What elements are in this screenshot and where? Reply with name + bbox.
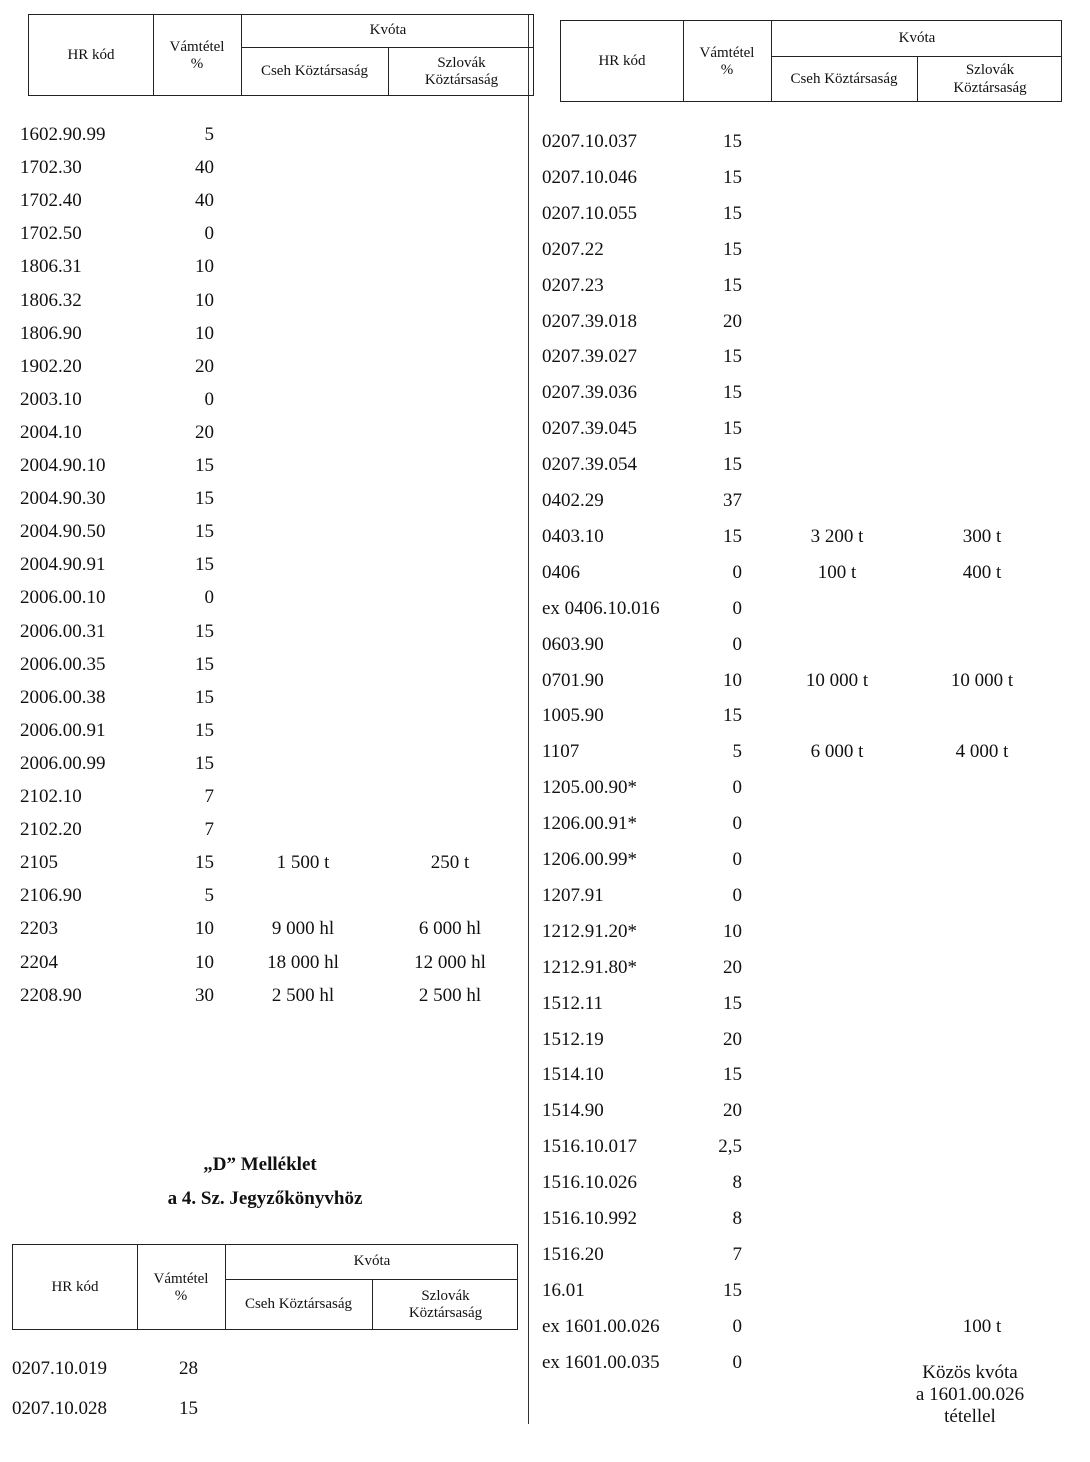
hr-code: 0207.39.018: [542, 310, 637, 332]
rate-value: 15: [195, 521, 214, 543]
table-row: [0, 526, 1090, 556]
hr-code: 1702.50: [20, 223, 82, 245]
hr-code: 2203: [20, 918, 58, 940]
rate-value: 20: [723, 1100, 742, 1122]
rate-value: 2,5: [718, 1136, 742, 1158]
rate-value: 15: [723, 1279, 742, 1301]
slovak-quota: 100 t: [962, 1315, 1002, 1337]
slovak-header: Szlovák Köztársaság: [424, 54, 499, 88]
hr-code: 0207.39.027: [542, 346, 637, 368]
rate-value: 0: [732, 1315, 742, 1337]
rate-header: Vámtétel %: [699, 44, 755, 78]
czech-quota: 3 200 t: [810, 525, 864, 547]
hr-code: ex 1601.00.026: [542, 1315, 660, 1337]
table-row: [0, 634, 1090, 664]
hr-code: 1212.91.80*: [542, 956, 637, 978]
hr-code: 1516.10.017: [542, 1136, 637, 1158]
table-row: [0, 921, 1090, 951]
hr-code: 2004.90.10: [20, 455, 106, 476]
hr-code-header: HR kód: [51, 1279, 99, 1296]
rate-value: 0: [732, 849, 742, 870]
hr-code: 2004.90.30: [20, 488, 106, 510]
hr-code: 1702.40: [20, 190, 82, 212]
hr-code: 1206.00.99*: [542, 849, 637, 870]
quota-header: Kvóta: [353, 1253, 391, 1270]
rate-value: 0: [204, 388, 214, 410]
hr-code: 0603.90: [542, 633, 604, 655]
hr-code: 1516.10.992: [542, 1208, 637, 1229]
hr-code: 2006.00.31: [20, 620, 106, 642]
left-table-header: [28, 14, 534, 96]
annex-title: „D” Melléklet: [203, 1154, 317, 1175]
rate-value: 15: [195, 653, 214, 675]
hr-code: ex 1601.00.035: [542, 1351, 660, 1373]
hr-code: 1107: [542, 741, 580, 763]
hr-code: 1514.10: [542, 1064, 604, 1086]
table-row: [0, 1208, 1090, 1238]
hr-code: 0403.10: [542, 525, 604, 547]
rate-value: 15: [723, 274, 742, 296]
hr-code: 0207.22: [542, 238, 604, 260]
rate-value: 15: [723, 705, 742, 727]
quota-header: Kvóta: [369, 22, 407, 39]
hr-code: 0207.10.037: [542, 131, 637, 152]
slovak-quota: 12 000 hl: [414, 951, 486, 973]
rate-value: 7: [204, 786, 214, 807]
table-row: [0, 993, 1090, 1023]
table-row: [0, 1064, 1090, 1094]
czech-header: Cseh Köztársaság: [790, 70, 898, 87]
rate-value: 5: [204, 124, 214, 145]
hr-code: 2003.10: [20, 388, 82, 410]
slovak-quota: 6 000 hl: [418, 918, 482, 940]
hr-code: 0207.39.036: [542, 382, 637, 404]
hr-code: 1806.31: [20, 256, 82, 278]
rate-value: 20: [723, 956, 742, 978]
hr-code: 1005.90: [542, 705, 604, 727]
czech-quota: 100 t: [817, 561, 857, 583]
hr-code: 0207.23: [542, 274, 604, 296]
table-row: [0, 275, 1090, 305]
slovak-quota: 250 t: [430, 852, 470, 874]
rate-value: 28: [179, 1358, 198, 1379]
shared-quota-note: Közös kvóta a 1601.00.026 tétellel: [915, 1362, 1025, 1427]
hr-code: 2006.00.10: [20, 587, 106, 609]
czech-quota: 18 000 hl: [267, 951, 339, 973]
slovak-quota: 10 000 t: [950, 669, 1014, 691]
table-row: [0, 167, 1090, 197]
rate-value: 7: [204, 819, 214, 841]
hr-code: 2204: [20, 951, 58, 973]
table-row: [0, 741, 1090, 771]
hr-code: 0701.90: [542, 669, 604, 691]
hr-code: 0207.10.028: [12, 1398, 107, 1419]
table-row: [0, 885, 1090, 915]
rate-header: Vámtétel %: [153, 1270, 209, 1304]
rate-value: 15: [723, 346, 742, 368]
rate-value: 15: [195, 686, 214, 708]
hr-code: ex 0406.10.016: [542, 597, 660, 619]
rate-value: 15: [723, 166, 742, 188]
rate-value: 10: [723, 669, 742, 691]
hr-code-header: HR kód: [598, 53, 646, 70]
table-row: [0, 777, 1090, 807]
table-row: [0, 490, 1090, 520]
table-row: [0, 203, 1090, 233]
hr-code: 1516.20: [542, 1243, 604, 1265]
rate-value: 15: [195, 752, 214, 774]
table-row: [0, 454, 1090, 484]
rate-value: 15: [195, 852, 214, 874]
hr-code: 0207.10.055: [542, 202, 637, 224]
hr-code: 2006.00.91: [20, 719, 106, 741]
rate-value: 15: [723, 525, 742, 547]
rate-value: 5: [732, 741, 742, 763]
table-row: [0, 346, 1090, 376]
rate-value: 0: [732, 1351, 742, 1373]
rate-value: 10: [195, 951, 214, 973]
rate-value: 40: [195, 157, 214, 179]
rate-header: Vámtétel %: [169, 38, 225, 72]
rate-value: 0: [732, 561, 742, 583]
hr-code-header: HR kód: [67, 47, 115, 64]
hr-code: 1702.30: [20, 157, 82, 179]
rate-value: 0: [204, 587, 214, 609]
rate-value: 0: [732, 633, 742, 655]
rate-value: 15: [723, 1064, 742, 1086]
hr-code: 0207.39.054: [542, 454, 637, 476]
slovak-quota: 400 t: [962, 561, 1002, 583]
hr-code: 1602.90.99: [20, 124, 106, 145]
rate-value: 40: [195, 190, 214, 212]
rate-value: 7: [732, 1243, 742, 1265]
table-row: [0, 705, 1090, 735]
slovak-quota: 4 000 t: [955, 741, 1009, 763]
hr-code: 2006.00.99: [20, 752, 106, 774]
table-row: [0, 131, 1090, 161]
table-row: [0, 382, 1090, 412]
hr-code: 2106.90: [20, 885, 82, 907]
czech-quota: 6 000 t: [810, 741, 864, 763]
rate-value: 10: [195, 322, 214, 344]
table-row: [0, 1244, 1090, 1274]
rate-value: 15: [195, 488, 214, 510]
rate-value: 15: [723, 238, 742, 260]
table-row: [0, 813, 1090, 843]
hr-code: 0207.39.045: [542, 418, 637, 440]
czech-quota: 2 500 hl: [271, 984, 335, 1006]
hr-code: 1514.90: [542, 1100, 604, 1122]
rate-value: 20: [723, 1028, 742, 1050]
rate-value: 5: [204, 885, 214, 907]
hr-code: 0406: [542, 561, 580, 583]
right-table-header: [560, 20, 1062, 102]
table-row: [0, 849, 1090, 879]
hr-code: 2006.00.38: [20, 686, 106, 708]
table-row: [0, 239, 1090, 269]
hr-code: 1206.00.91*: [542, 813, 637, 835]
hr-code: 2004.90.91: [20, 554, 106, 576]
rate-value: 10: [723, 920, 742, 942]
hr-code: 1212.91.20*: [542, 920, 637, 942]
rate-value: 20: [195, 421, 214, 443]
hr-code: 0207.10.019: [12, 1358, 107, 1379]
rate-value: 8: [732, 1208, 742, 1229]
slovak-header: Szlovák Köztársaság: [953, 62, 1027, 96]
rate-value: 0: [732, 597, 742, 619]
annex-subtitle: a 4. Sz. Jegyzőkönyvhöz: [167, 1188, 363, 1209]
hr-code: 2102.10: [20, 786, 82, 807]
hr-code: 2004.90.50: [20, 521, 106, 543]
hr-code: 1806.90: [20, 322, 82, 344]
table-row: [0, 1100, 1090, 1130]
hr-code: 16.01: [542, 1279, 585, 1301]
rate-value: 15: [723, 418, 742, 440]
rate-value: 10: [195, 289, 214, 311]
table-row: [0, 1316, 1090, 1346]
rate-value: 15: [195, 455, 214, 476]
hr-code: 2004.10: [20, 421, 82, 443]
hr-code: 0207.10.046: [542, 166, 637, 188]
rate-value: 0: [204, 223, 214, 245]
hr-code: 1806.32: [20, 289, 82, 311]
czech-quota: 9 000 hl: [271, 918, 335, 940]
table-row: [0, 418, 1090, 448]
rate-value: 15: [179, 1398, 198, 1419]
rate-value: 20: [195, 355, 214, 377]
hr-code: 0402.29: [542, 490, 604, 511]
hr-code: 2006.00.35: [20, 653, 106, 675]
hr-code: 1207.91: [542, 884, 604, 906]
hr-code: 2102.20: [20, 819, 82, 841]
rate-value: 0: [732, 884, 742, 906]
rate-value: 20: [723, 310, 742, 332]
hr-code: 1512.19: [542, 1028, 604, 1050]
czech-header: Cseh Köztársaság: [260, 63, 369, 80]
table-row: [0, 1029, 1090, 1059]
hr-code: 1512.11: [542, 992, 604, 1014]
hr-code: 2208.90: [20, 984, 82, 1006]
slovak-quota: 300 t: [962, 525, 1002, 547]
table-row: [0, 1280, 1090, 1310]
czech-quota: 1 500 t: [276, 852, 330, 874]
rate-value: 15: [723, 382, 742, 404]
rate-value: 37: [723, 490, 742, 511]
rate-value: 8: [732, 1172, 742, 1194]
hr-code: 1205.00.90*: [542, 777, 637, 799]
hr-code: 1516.10.026: [542, 1172, 637, 1194]
rate-value: 15: [195, 620, 214, 642]
czech-quota: 10 000 t: [805, 669, 869, 691]
slovak-header: Szlovák Köztársaság: [408, 1287, 483, 1321]
rate-value: 15: [723, 454, 742, 476]
rate-value: 15: [195, 719, 214, 741]
table-row: [0, 670, 1090, 700]
rate-value: 15: [723, 131, 742, 152]
hr-code: 1902.20: [20, 355, 82, 377]
rate-value: 15: [195, 554, 214, 576]
hr-code: 2105: [20, 852, 58, 874]
table-row: [0, 598, 1090, 628]
rate-value: 10: [195, 256, 214, 278]
rate-value: 15: [723, 202, 742, 224]
quota-header: Kvóta: [898, 29, 936, 46]
slovak-quota: 2 500 hl: [418, 984, 482, 1006]
czech-header: Cseh Köztársaság: [244, 1296, 353, 1313]
table-row: [0, 957, 1090, 987]
rate-value: 0: [732, 813, 742, 835]
rate-value: 10: [195, 918, 214, 940]
rate-value: 15: [723, 992, 742, 1014]
rate-value: 0: [732, 777, 742, 799]
table-row: [0, 311, 1090, 341]
table-row: [0, 562, 1090, 592]
rate-value: 30: [195, 984, 214, 1006]
